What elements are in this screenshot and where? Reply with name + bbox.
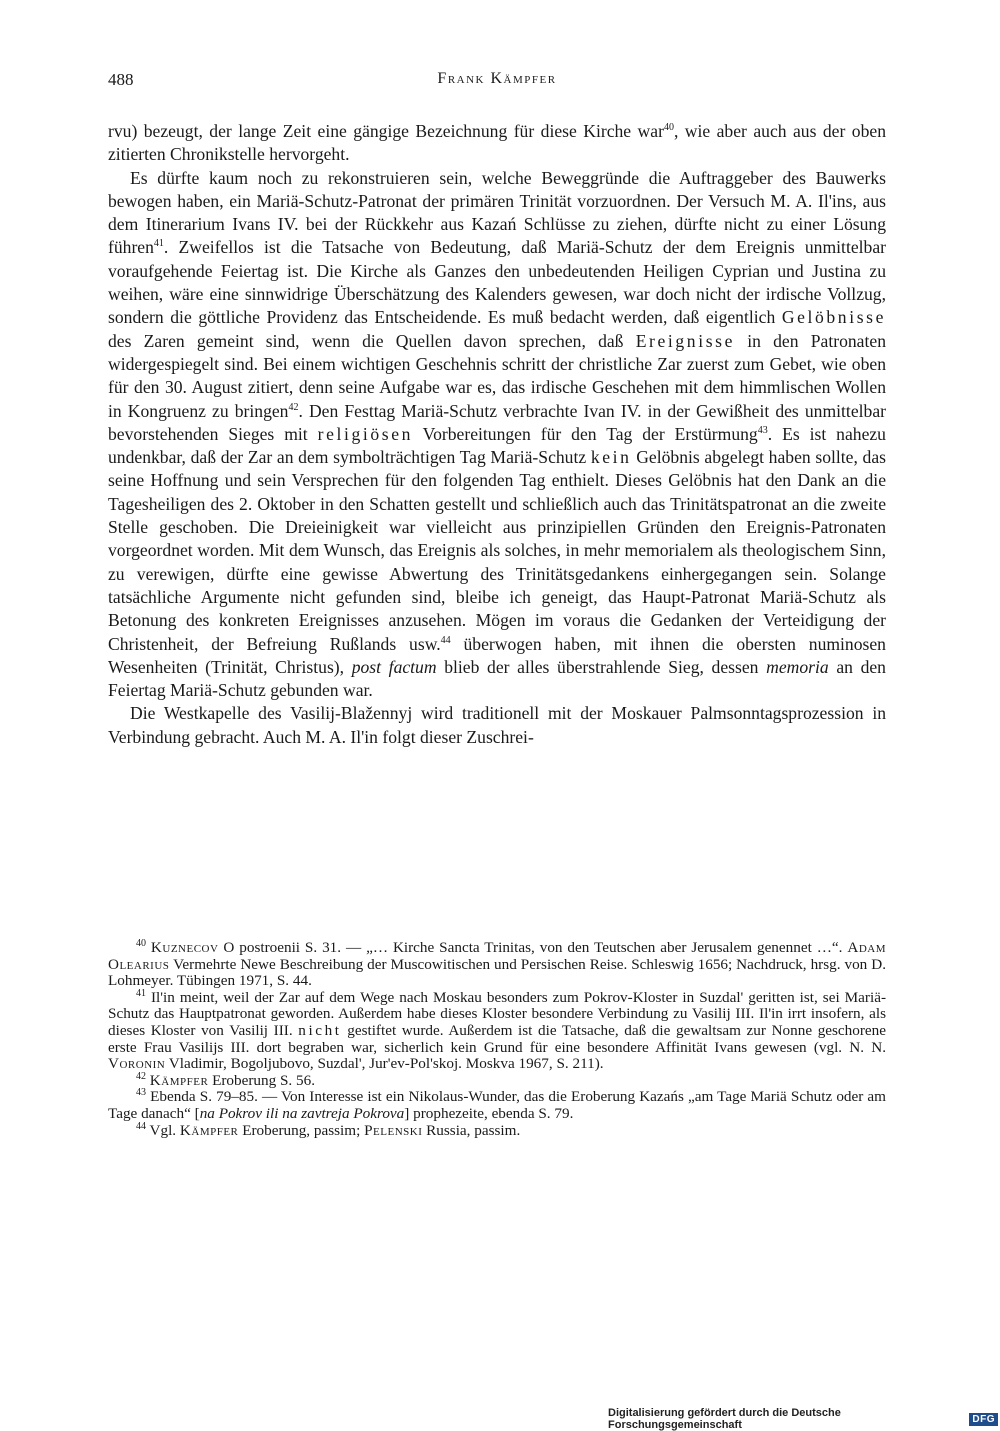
text-run: gestiftet wurde. Außerdem ist die Tatsache, daß die gewaltsam zur Nonne geschorene erste Frau Vasilijs III. dort begraben war, sicherlich kein Grund für eine besondere Affinität Ivans gewesen (vgl. N. N. bbox=[108, 1021, 886, 1056]
footnote-40 bbox=[108, 937, 886, 990]
author-name: Kämpfer bbox=[149, 1071, 209, 1089]
footnote-number: 44 bbox=[136, 1120, 146, 1132]
footnote-ref-41[interactable]: 41 bbox=[153, 238, 164, 250]
text-run: Vgl. bbox=[146, 1121, 180, 1139]
footnote-number: 41 bbox=[136, 987, 146, 999]
text-run: Vladimir, Bogoljubovo, Suzdal', Jur'ev-Pol'skoj. Moskva 1967, S. 211). bbox=[165, 1055, 604, 1073]
text-run: Il'in meint, weil der Zar auf dem Wege nach Moskau besonders zum Pokrov-Kloster in Suzdal' geritten ist, sei Mariä-Schutz das Hauptpatronat geworden. Außerdem habe dieses Kloster besondere Verbindung zu Vasilij III. Il'in irrt insofern, als dieses Kloster von Vasilij III. bbox=[108, 988, 886, 1039]
text-run: Eroberung S. 56. bbox=[208, 1071, 316, 1089]
text-run: . Zweifellos ist die Tatsache von Bedeutung, daß Mariä-Schutz der dem Ereignis unmittelbar voraufgehende Feiertag ist. Die Kirche als Ganzes den unbedeutenden Heiligen Cyprian und Justina zu weihen, wäre eine sinnwidrige Überschätzung des Kalenders gewesen, war doch nicht der irdische Vollzug, sondern die göttliche Providenz das Entscheidende. Es muß bedacht werden, daß eigentlich bbox=[108, 237, 886, 328]
text-run: . Es ist nahezu undenkbar, daß der Zar an dem symbolträchtigen Tag Mariä-Schutz bbox=[108, 423, 886, 468]
author-name: Voronin bbox=[108, 1055, 166, 1073]
author-name: Pelenski bbox=[364, 1121, 423, 1139]
text-run: Es dürfte kaum noch zu rekonstruieren sein, welche Beweggründe die Auftraggeber des Bauwerks bewogen haben, ein Mariä-Schutz-Patronat der primären Trinität vorzuordnen. Der Versuch M. A. Il'ins, aus dem Itinerarium Ivans IV. bei der Rückkehr aus Kazań Schlüsse zu ziehen, dürfte nicht zu einer Lösung führen bbox=[108, 167, 886, 258]
author-name: Kuznecov bbox=[150, 939, 219, 956]
footnote-ref-43[interactable]: 43 bbox=[757, 425, 768, 436]
footnote-ref-42[interactable]: 42 bbox=[288, 401, 299, 413]
dfg-logo-icon: DFG bbox=[969, 1413, 998, 1426]
text-run: des Zaren gemeint sind, wenn die Quellen davon sprechen, daß bbox=[108, 330, 636, 351]
footnotes bbox=[108, 937, 886, 1139]
footnote-ref-40[interactable]: 40 bbox=[663, 122, 674, 134]
text-run: blieb der alles überstrahlende Sieg, dessen bbox=[436, 656, 767, 677]
footnote-number: 43 bbox=[136, 1087, 146, 1099]
text-run: , wie aber auch aus der oben zitierten Chronikstelle hervorgeht. bbox=[108, 121, 886, 165]
author-name: Kämpfer bbox=[179, 1121, 239, 1139]
text-run: Gelöbnis abgelegt haben sollte, das seine Hoffnung und sein Versprechen für den folgenden Tag enthielt. Dieses Gelöbnis hat den Dank an die Tagesheiligen des 2. Oktober in den Schatten gestellt und schließlich auch das Trinitätspatronat an die zweite Stelle geschoben. Die Dreieinigkeit war vielleicht aus prinzipiellen Gründen den Ereignis-Patronaten vorgeordnet worden. Mit dem Wunsch, das Ereignis als solches, in mehr memorialem als theologischem Sinn, zu verewigen, dürfte eine gewisse Abwertung des Trinitätsgedankens einhergegangen sein. Solange tatsächliche Argumente nicht gefunden sind, bleibe ich geneigt, das Haupt-Patronat Mariä-Schutz als Betonung des konkreten Ereignisses anzusehen. Mögen im voraus die Gedanken der Verteidigung der Christenheit, der Befreiung Rußlands usw. bbox=[108, 447, 886, 654]
text-run: rvu) bezeugt, der lange Zeit eine gängige Bezeichnung für diese Kirche war bbox=[108, 121, 664, 141]
footnote-number: 42 bbox=[136, 1070, 146, 1082]
text-run: Ebenda S. 79–85. — Von Interesse ist ein Nikolaus-Wunder, das die Eroberung Kazańs „am Tage Mariä Schutz oder am Tage danach“ [ bbox=[108, 1088, 886, 1122]
footnote-41 bbox=[108, 987, 886, 1073]
spaced-emphasis: nicht bbox=[298, 1021, 342, 1039]
text-run: überwogen haben, mit ihnen die obersten numinosen Wesenheiten (Trinität, Christus), bbox=[108, 633, 886, 677]
spaced-emphasis: religiösen bbox=[317, 423, 414, 444]
italic-term: na Pokrov ili na zavtreja Pokrova bbox=[199, 1104, 405, 1122]
text-run: Russia, passim. bbox=[422, 1121, 521, 1139]
footnote-44 bbox=[108, 1120, 886, 1140]
text-run: Eroberung, passim; bbox=[238, 1121, 365, 1139]
footnote-42 bbox=[108, 1070, 886, 1090]
page-number: 488 bbox=[108, 70, 134, 89]
text-run: O postroenii S. 31. — „… Kirche Sancta Trinitas, von den Teutschen aber Jerusalem genennet …“. bbox=[218, 939, 848, 956]
footnote-ref-44[interactable]: 44 bbox=[440, 634, 451, 646]
text-run: ] prophezeite, ebenda S. 79. bbox=[404, 1104, 574, 1122]
spaced-emphasis: kein bbox=[590, 447, 632, 468]
italic-term: memoria bbox=[766, 656, 829, 677]
text-run: Vermehrte Newe Beschreibung der Muscowitischen und Persischen Reise. Schleswig 1656; Nachdruck, hrsg. von D. Lohmeyer. Tübingen 1971, S. 44. bbox=[108, 955, 886, 990]
paragraph-1 bbox=[108, 120, 886, 167]
paragraph-3: Die Westkapelle des Vasilij-Blažennyj wird traditionell mit der Moskauer Palmsonntagsprozession in Verbindung gebracht. Auch M. A. Il'in folgt dieser Zuschrei- bbox=[108, 703, 886, 747]
text-run: in den Patronaten widergespiegelt sind. Bei einem wichtigen Geschehnis schritt der christliche Zar zuerst zum Gebet, wie oben für den 30. August zitiert, denn seine Aufgabe war es, das irdische Geschehen mit dem himmlischen Wollen in Kongruenz zu bringen bbox=[108, 330, 886, 421]
running-head: Frank Kämpfer bbox=[437, 70, 557, 87]
digitization-banner bbox=[608, 1407, 1000, 1431]
text-run: . Den Festtag Mariä-Schutz verbrachte Ivan IV. in der Gewißheit des unmittelbar bevorstehenden Sieges mit bbox=[108, 400, 886, 444]
text-run: an den Feiertag Mariä-Schutz gebunden war. bbox=[108, 656, 886, 701]
funding-notice: Digitalisierung gefördert durch die Deutsche Forschungsgemeinschaft bbox=[608, 1407, 841, 1431]
text-run: Vorbereitungen für den Tag der Erstürmung bbox=[413, 423, 758, 444]
author-name: Adam Olearius bbox=[108, 939, 886, 973]
italic-term: post factum bbox=[351, 656, 437, 677]
paragraph-2 bbox=[108, 167, 886, 703]
body-text bbox=[108, 120, 886, 749]
page-header bbox=[108, 70, 886, 94]
spaced-emphasis: Gelöbnisse bbox=[781, 307, 886, 328]
footnote-number: 40 bbox=[136, 937, 146, 949]
spaced-emphasis: Ereignisse bbox=[635, 330, 735, 351]
footnote-43 bbox=[108, 1089, 886, 1122]
